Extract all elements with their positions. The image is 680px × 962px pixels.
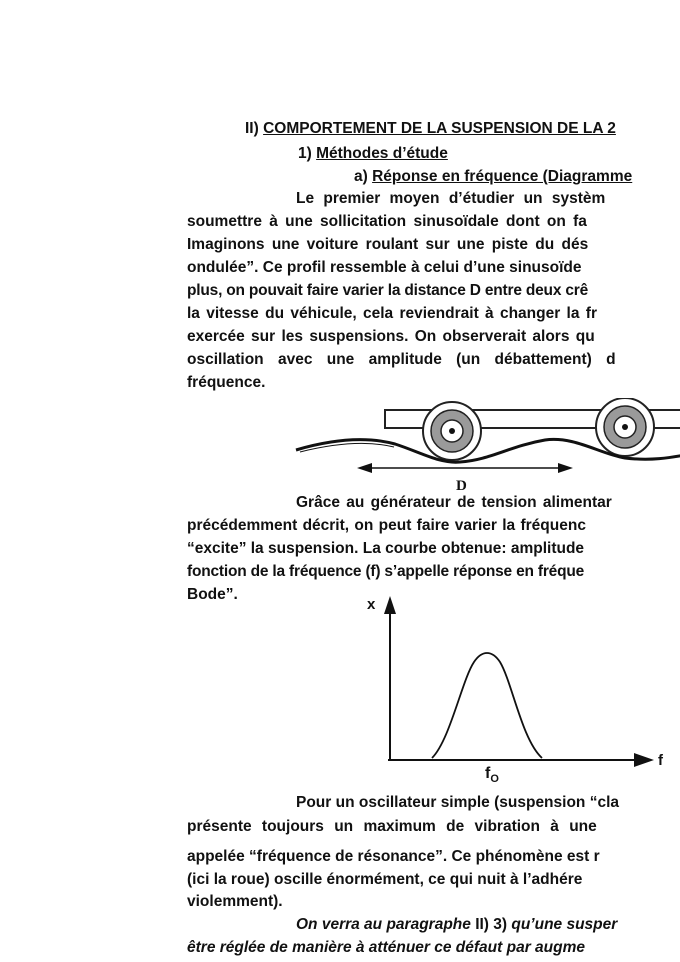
- section-heading: [245, 120, 616, 138]
- paragraph1-line: Imaginons une voiture roulant sur une piste du dés: [187, 236, 589, 253]
- subsection-title: Méthodes d’étude: [316, 145, 448, 162]
- paragraph1-line: soumettre à une sollicitation sinusoïdale dont on fa: [187, 213, 587, 230]
- subsubsection-heading: [354, 168, 632, 186]
- paragraph2-line: précédemment décrit, on peut faire varier la fréquenc: [187, 517, 586, 534]
- paragraph1-line: plus, on pouvait faire varier la distance D entre deux crê: [187, 282, 589, 299]
- paragraph2-line: fonction de la fréquence (f) s’appelle réponse en fréque: [187, 563, 585, 580]
- paragraph2-line: Grâce au générateur de tension alimentar: [296, 494, 612, 511]
- paragraph1-line: la vitesse du véhicule, cela reviendrait à changer la fr: [187, 305, 597, 322]
- paragraph4-text-a: On verra au paragraphe: [296, 916, 476, 933]
- paragraph3-line: violemment).: [187, 893, 283, 910]
- subsubsection-number: a): [354, 168, 373, 185]
- subsubsection-title: Réponse en fréquence (Diagramme: [372, 168, 633, 185]
- paragraph1-line: Le premier moyen d’étudier un systèm: [296, 190, 606, 207]
- paragraph3-line: Pour un oscillateur simple (suspension “cla: [296, 794, 619, 811]
- distance-arrow: [357, 463, 573, 473]
- resonance-frequency-label: [485, 765, 499, 788]
- paragraph3-line: appelée “fréquence de résonance”. Ce phénomène est r: [187, 848, 600, 865]
- paragraph4-line1: [296, 916, 617, 934]
- wheel-icon: [596, 398, 654, 456]
- subsection-heading: [298, 145, 448, 163]
- y-axis-arrow-icon: [384, 596, 396, 614]
- distance-label: D: [456, 478, 467, 494]
- paragraph2-line: Bode”.: [187, 586, 238, 603]
- paragraph1-line: fréquence.: [187, 374, 266, 391]
- subsection-number: 1): [298, 145, 317, 162]
- paragraph3-line: (ici la roue) oscille énormément, ce qui nuit à l’adhére: [187, 871, 583, 888]
- paragraph3-line: présente toujours un maximum de vibration à une: [187, 818, 597, 835]
- x-axis-label: f: [658, 752, 663, 769]
- section-number: II): [245, 120, 264, 137]
- resonance-curve-figure: [0, 590, 680, 790]
- paragraph4-line2: être réglée de manière à atténuer ce défaut par augme: [187, 939, 585, 956]
- wheel-icon: [423, 402, 481, 460]
- section-title: COMPORTEMENT DE LA SUSPENSION DE LA 2: [263, 120, 616, 137]
- resonance-curve: [432, 653, 542, 758]
- paragraph1-line: oscillation avec une amplitude (un débattement) d: [187, 351, 616, 368]
- paragraph1-line: exercée sur les suspensions. On observerait alors qu: [187, 328, 595, 345]
- resonance-frequency-main: f: [485, 765, 491, 782]
- resonance-frequency-sub: O: [490, 773, 499, 786]
- paragraph4-ref: II) 3): [475, 916, 512, 933]
- y-axis-label: x: [367, 596, 376, 613]
- x-axis-arrow-icon: [634, 753, 654, 767]
- car-on-wavy-road-figure: [0, 398, 680, 498]
- paragraph2-line: “excite” la suspension. La courbe obtenue: amplitude: [187, 540, 585, 557]
- paragraph4-text-c: qu’une susper: [511, 916, 618, 933]
- paragraph1-line: ondulée”. Ce profil ressemble à celui d’une sinusoïde: [187, 259, 582, 276]
